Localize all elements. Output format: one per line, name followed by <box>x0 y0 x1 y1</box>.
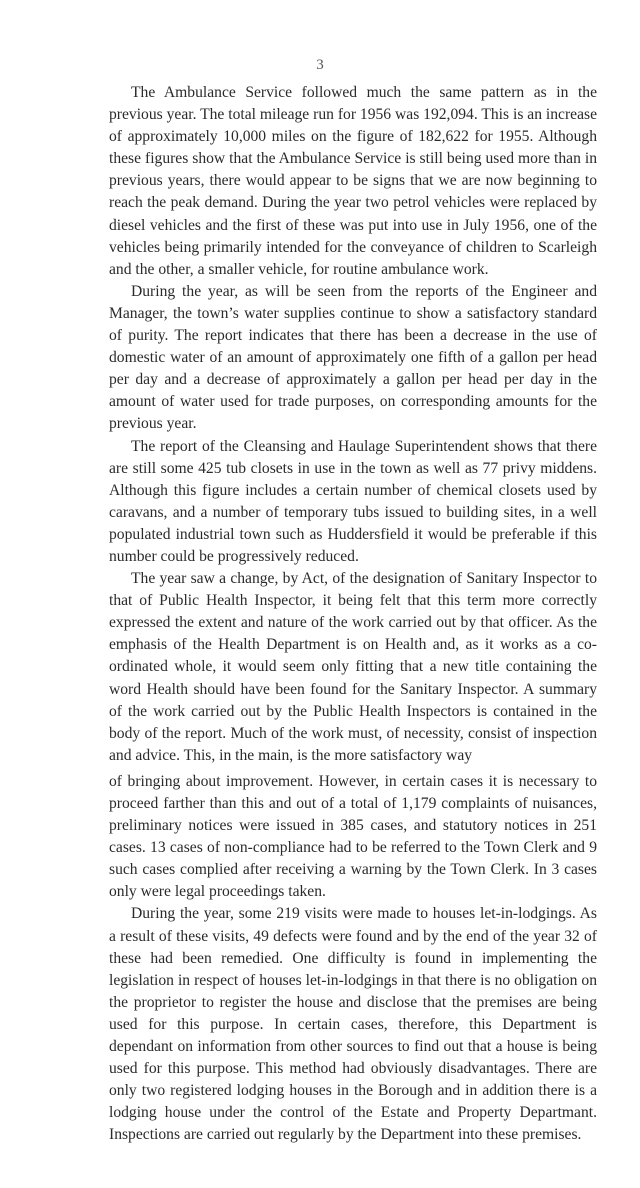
paragraph-houses-let-in-lodgings: During the year, some 219 visits were made to houses let-in-lodgings. As a result of these visits, 49 defects were found and by the end of the year 32 of these had been remedied. One difficulty is found in implementing the legislation in respect of houses let-in-lodgings in that there is no obligation on the proprietor to register the house and disclose that the premises are being used for this purpose. In certain cases, therefore, this Department is dependant on information from other sources to find out that a house is being used for this purpose. This method had obviously disadvantages. There are only two registered lodging houses in the Borough and in addition there is a lodging house under the control of the Estate and Property Departmant. Inspections are carried out regularly by the Department into these premises. <box>109 905 597 1144</box>
paragraph-cleansing-haulage: The report of the Cleansing and Haulage Superintendent shows that there are still some 425 tub closets in use in the town as well as 77 privy middens. Although this figure includes a certain number of chemical closets used by caravans, and a number of temporary tubs issued to building sites, in a well populated industrial town such as Huddersfield it would be preferable if this number could be progressively reduced. <box>109 437 597 565</box>
paragraph-ambulance-service: The Ambulance Service followed much the same pattern as in the previous year. The total mileage run for 1956 was 192,094. This is an increase of approximately 10,000 miles on the figure of 182,622 for 1955. Although these figures show that the Ambulance Service is still being used more than in previous years, there would appear to be signs that we are now beginning to reach the peak demand. During the year two petrol vehicles were replaced by diesel vehicles and the first of these was put into use in July 1956, one of the vehicles being primarily intended for the conveyance of children to Scarleigh and the other, a smaller vehicle, for routine ambulance work. <box>109 84 597 278</box>
paragraph-public-health-inspector: The year saw a change, by Act, of the designation of Sanitary Inspector to that of Public Health Inspector, it being felt that this term more correctly expressed the extent and nature of the work carried out by that officer. As the emphasis of the Health Department is on Health and, as it works as a co-ordinated whole, it would seem only fitting that a new title containing the word Health should have been found for the Sanitary Inspector. A summary of the work carried out by the Public Health Inspectors is contained in the body of the report. Much of the work must, of necessity, consist of inspection and advice. This, in the main, is the more satisfactory way <box>109 570 597 764</box>
paragraph-nuisance-complaints: of bringing about improvement. However, in certain cases it is necessary to proceed farther than this and out of a total of 1,179 complaints of nuisances, preliminary notices were issued in 385 cases, and statutory notices in 251 cases. 13 cases of non-compliance had to be referred to the Town Clerk and 9 such cases complied after receiving a warning by the Town Clerk. In 3 cases only were legal proceedings taken. <box>109 772 597 901</box>
body-text <box>109 82 597 1147</box>
paragraph-water-supplies: During the year, as will be seen from the reports of the Engineer and Manager, the town’s water supplies continue to show a satisfactory standard of purity. The report indicates that there has been a decrease in the use of domestic water of an amount of approximately one fifth of a gallon per head per day and a decrease of approximately a gallon per head per day in the amount of water used for trade purposes, on corresponding amounts for the previous year. <box>109 282 597 433</box>
page-number: 3 <box>316 57 324 73</box>
